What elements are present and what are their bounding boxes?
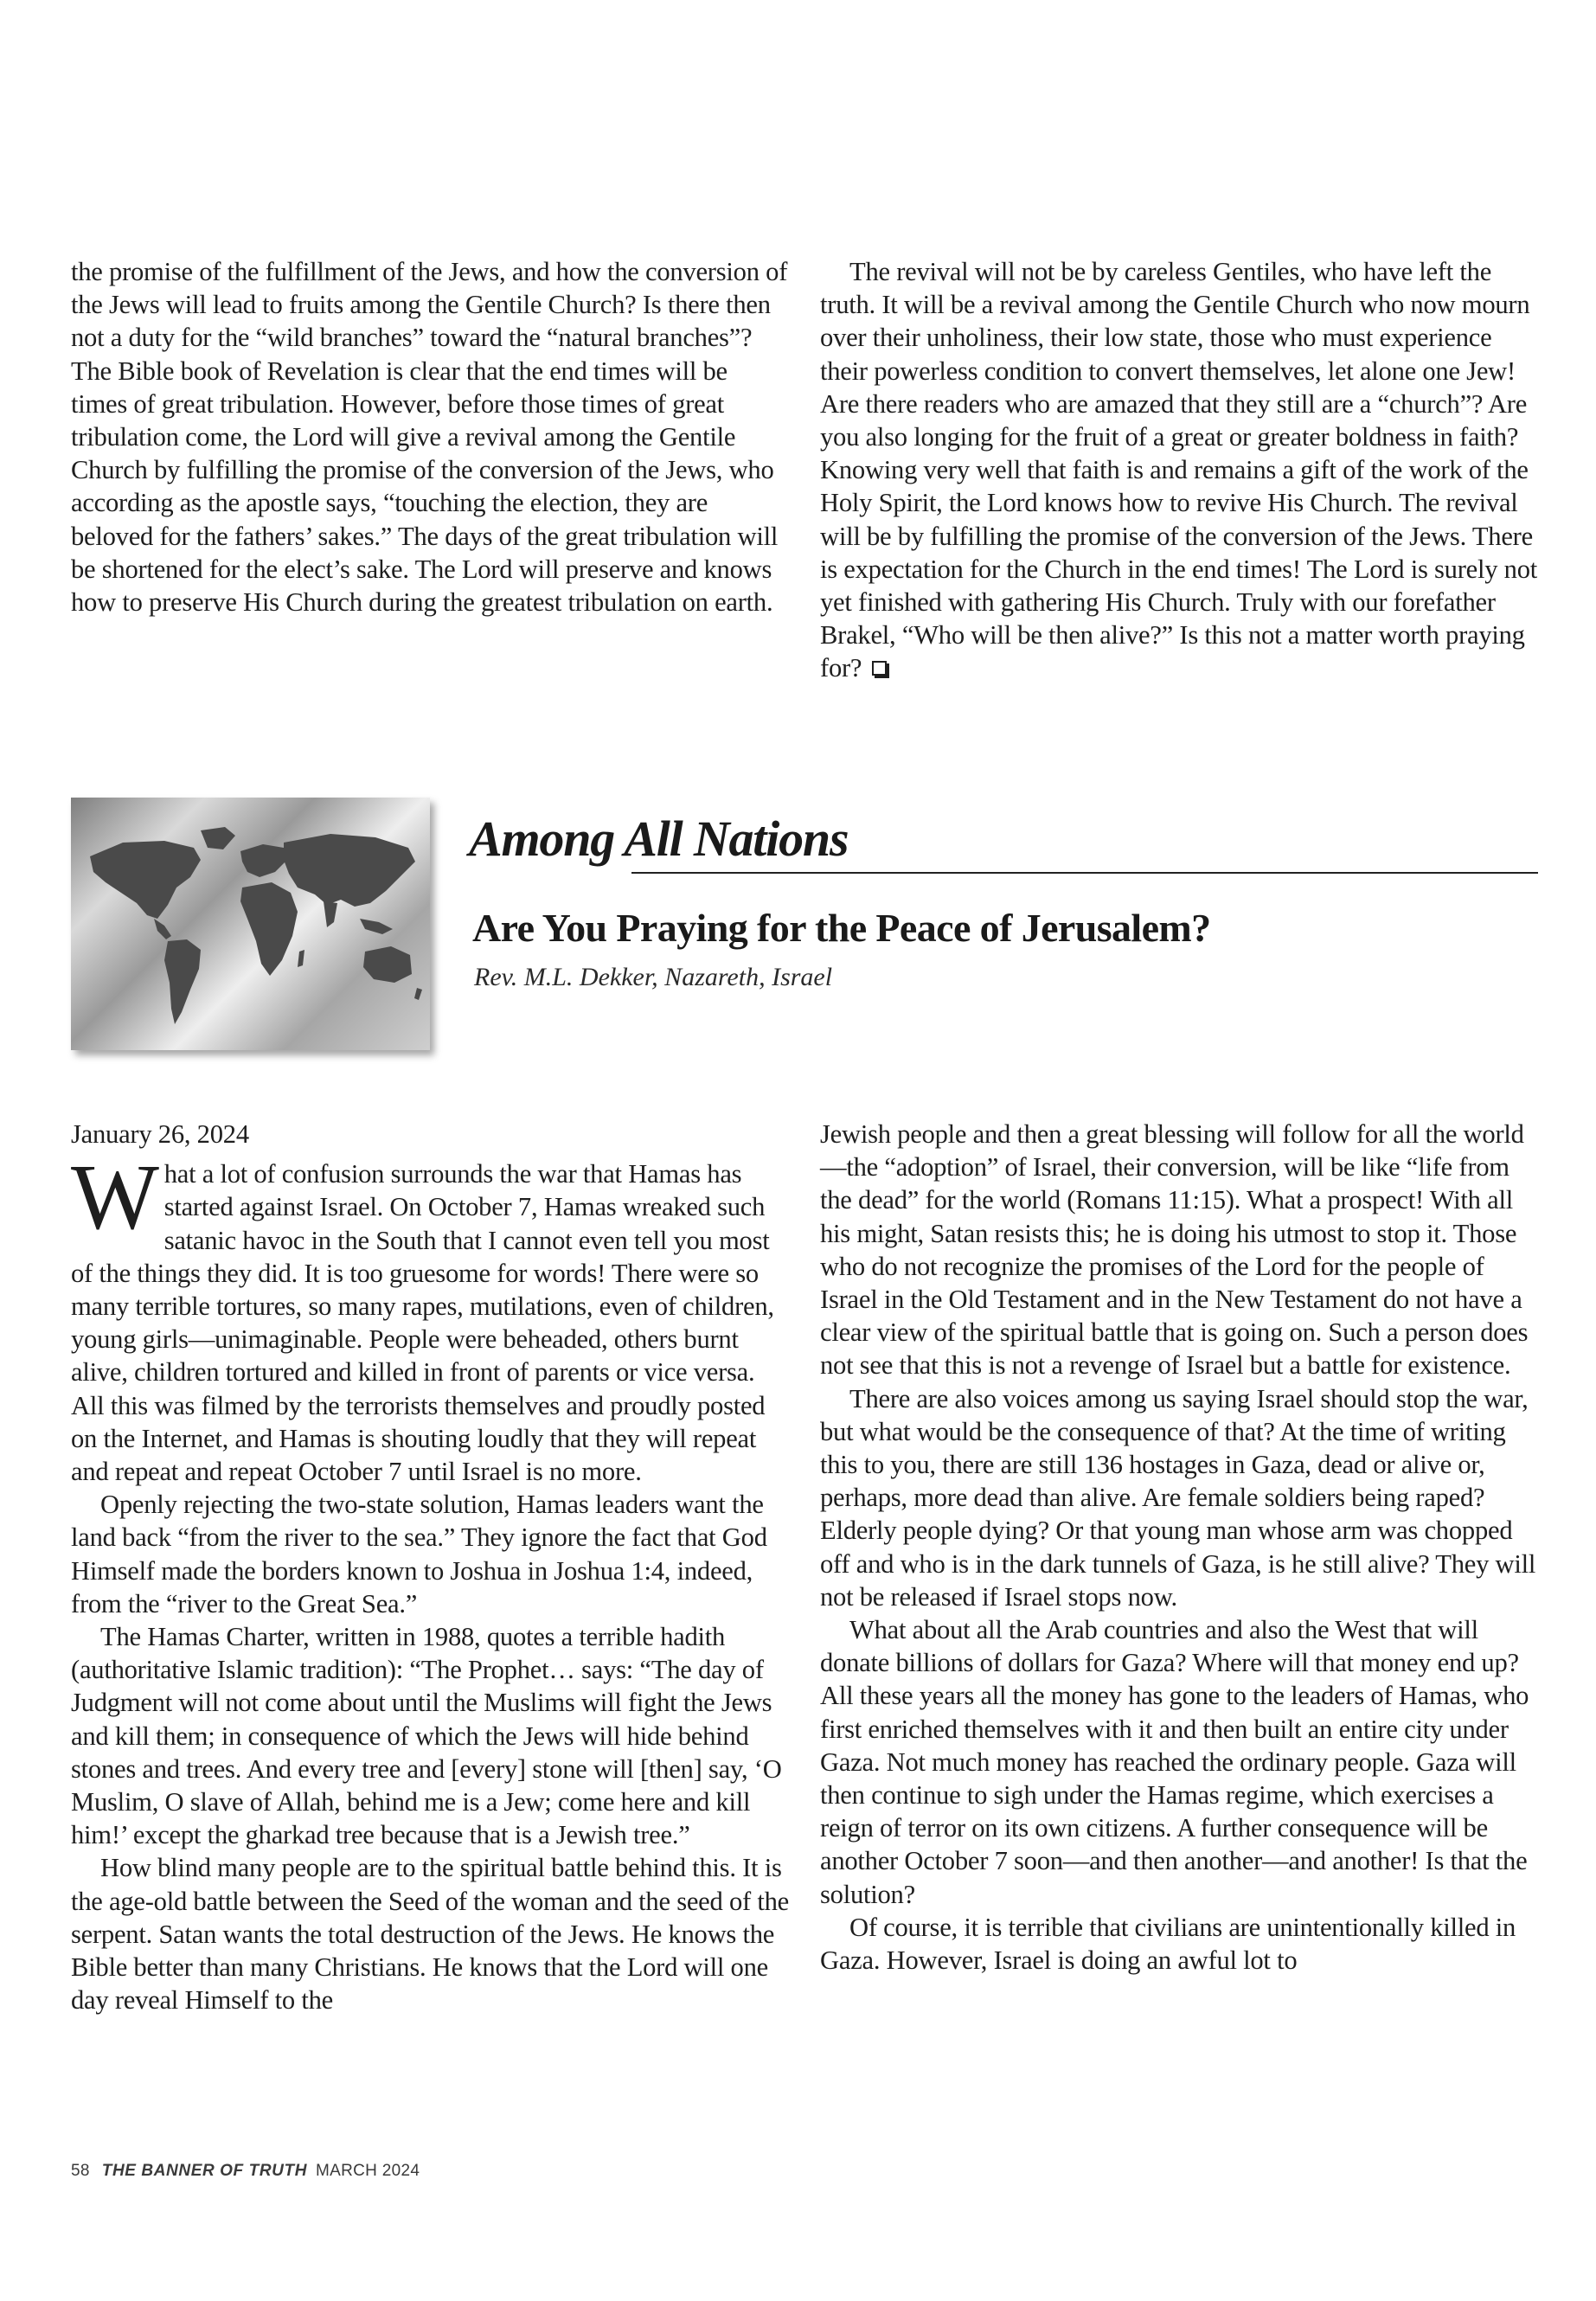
article-right-column xyxy=(820,1118,1538,1977)
paragraph-text: hat a lot of confusion surrounds the war that Hamas has started against Israel. On October 7, Hamas wreaked such satanic havoc in the South that I cannot even tell you most of the things they did. It is too gruesome for words! There were so many terrible tortures, so many rapes, mutilations, even of children, young girls—unimaginable. People were beheaded, others burnt alive, children tortured and killed in front of parents or vice versa. All this was filmed by the terrorists themselves and proudly posted on the Internet, and Hamas is shouting loudly that they will repeat and repeat and repeat October 7 until Israel is no more. xyxy=(71,1159,774,1487)
paragraph: Jewish people and then a great blessing will follow for all the world—the “adoption” of Israel, their conversion, will be like “life from the dead” for the world (Romans 11:15). What a prospect! With all his might, Satan resists this; he is doing his utmost to stop it. Those who do not recognize the promises of the Lord for the people of Israel in the Old Testament and in the New Testament do not have a clear view of the spiritual battle that is going on. Such a person does not see that this is not a revenge of Israel but a battle for existence. xyxy=(820,1119,1529,1381)
paragraph: What about all the Arab countries and also the West that will donate billions of dollars for Gaza? Where will that money end up? All these years all the money has gone to the leaders of Hamas, who first enriched themselves with it and then built an entire city under Gaza. Not much money has reached the ordinary people. Gaza will then continue to sigh under the Hamas regime, which exercises a reign of terror on its own citizens. A further consequence will be another October 7 soon—and then another—and another! Is that the solution? xyxy=(820,1615,1529,1909)
department-title: Among All Nations xyxy=(469,811,849,867)
paragraph xyxy=(71,1146,789,1488)
publication-name: THE BANNER OF TRUTH xyxy=(101,2162,308,2180)
article-date: January 26, 2024 xyxy=(71,1119,249,1149)
page-number: 58 xyxy=(71,2162,90,2180)
paragraph: There are also voices among us saying Israel should stop the war, but what would be the consequence of that? At the time of writing this to you, there are still 136 hostages in Gaza, dead or alive or, perhaps, more dead than alive. Are female soldiers being raped? Elderly people dying? Or that young man whose arm was chopped off and who is in the dark tunnels of Gaza, is he still alive? They will not be released if Israel stops now. xyxy=(820,1383,1536,1612)
previous-article-left-column xyxy=(71,255,789,619)
world-map-icon xyxy=(71,798,430,1050)
paragraph: Openly rejecting the two-state solution, Hamas leaders want the land back “from the river to the sea.” They ignore the fact that God Himself made the borders known to Joshua in Joshua 1:4, indeed, from the “river to the Great Sea.” xyxy=(71,1490,767,1618)
paragraph: The Hamas Charter, written in 1988, quotes a terrible hadith (authoritative Islamic tradition): “The Prophet… says: “The day of Judgment will not come about until the Muslims will fight the Jews and kill them; in consequence of which the Jews will hide behind stones and trees. And every tree and [every] stone will [then] say, ‘O Muslim, O slave of Allah, behind me is a Jew; come here and kill him!’ except the gharkad tree because that is a Jewish tree.” xyxy=(71,1622,782,1850)
issue-date: MARCH 2024 xyxy=(316,2162,420,2180)
article-title: Are You Praying for the Peace of Jerusalem? xyxy=(472,906,1211,950)
byline: Rev. M.L. Dekker, Nazareth, Israel xyxy=(474,963,833,991)
title-divider xyxy=(631,872,1538,874)
article-left-column xyxy=(71,1118,789,2016)
paragraph: How blind many people are to the spiritual battle behind this. It is the age-old battle between the Seed of the woman and the seed of the serpent. Satan wants the total destruction of the Jews. He knows the Bible better than many Christians. He knows that the Lord will one day reveal Himself to the xyxy=(71,1853,789,2016)
previous-article-right-column xyxy=(820,255,1538,685)
square-end-mark-icon xyxy=(872,661,887,676)
paragraph xyxy=(820,255,1538,685)
paragraph: the promise of the fulfillment of the Jews, and how the conversion of the Jews will lead to fruits among the Gentile Church? Is there then not a duty for the “wild branches” toward the “natural branches”? The Bible book of Revelation is clear that the end times will be times of great tribulation. However, before those times of great tribulation come, the Lord will give a revival among the Gentile Church by fulfilling the promise of the conversion of the Jews, who according as the apostle says, “touching the election, they are beloved for the fathers’ sakes.” The days of the great tribulation will be shortened for the elect’s sake. The Lord will preserve and knows how to preserve His Church during the greatest tribulation on earth. xyxy=(71,257,788,618)
world-map-graphic xyxy=(71,798,430,1050)
paragraph: Of course, it is terrible that civilians are unintentionally killed in Gaza. However, Israel is doing an awful lot to xyxy=(820,1912,1516,1976)
page-footer xyxy=(71,2161,849,2182)
drop-cap: W xyxy=(71,1146,159,1250)
paragraph-text: The revival will not be by careless Gentiles, who have left the truth. It will be a revival among the Gentile Church who now mourn over their unholiness, their low state, those who must experience their powerless condition to convert themselves, let alone one Jew! Are there readers who are amazed that they still are a “church”? Are you also longing for the fruit of a great or greater boldness in faith? Knowing very well that faith is and remains a gift of the work of the Holy Spirit, the Lord knows how to revive His Church. The revival will be by fulfilling the promise of the conversion of the Jews. There is expectation for the Church in the end times! The Lord is surely not yet finished with gathering His Church. Truly with our forefather Brakel, “Who will be then alive?” Is this not a matter worth praying for? xyxy=(820,257,1538,683)
